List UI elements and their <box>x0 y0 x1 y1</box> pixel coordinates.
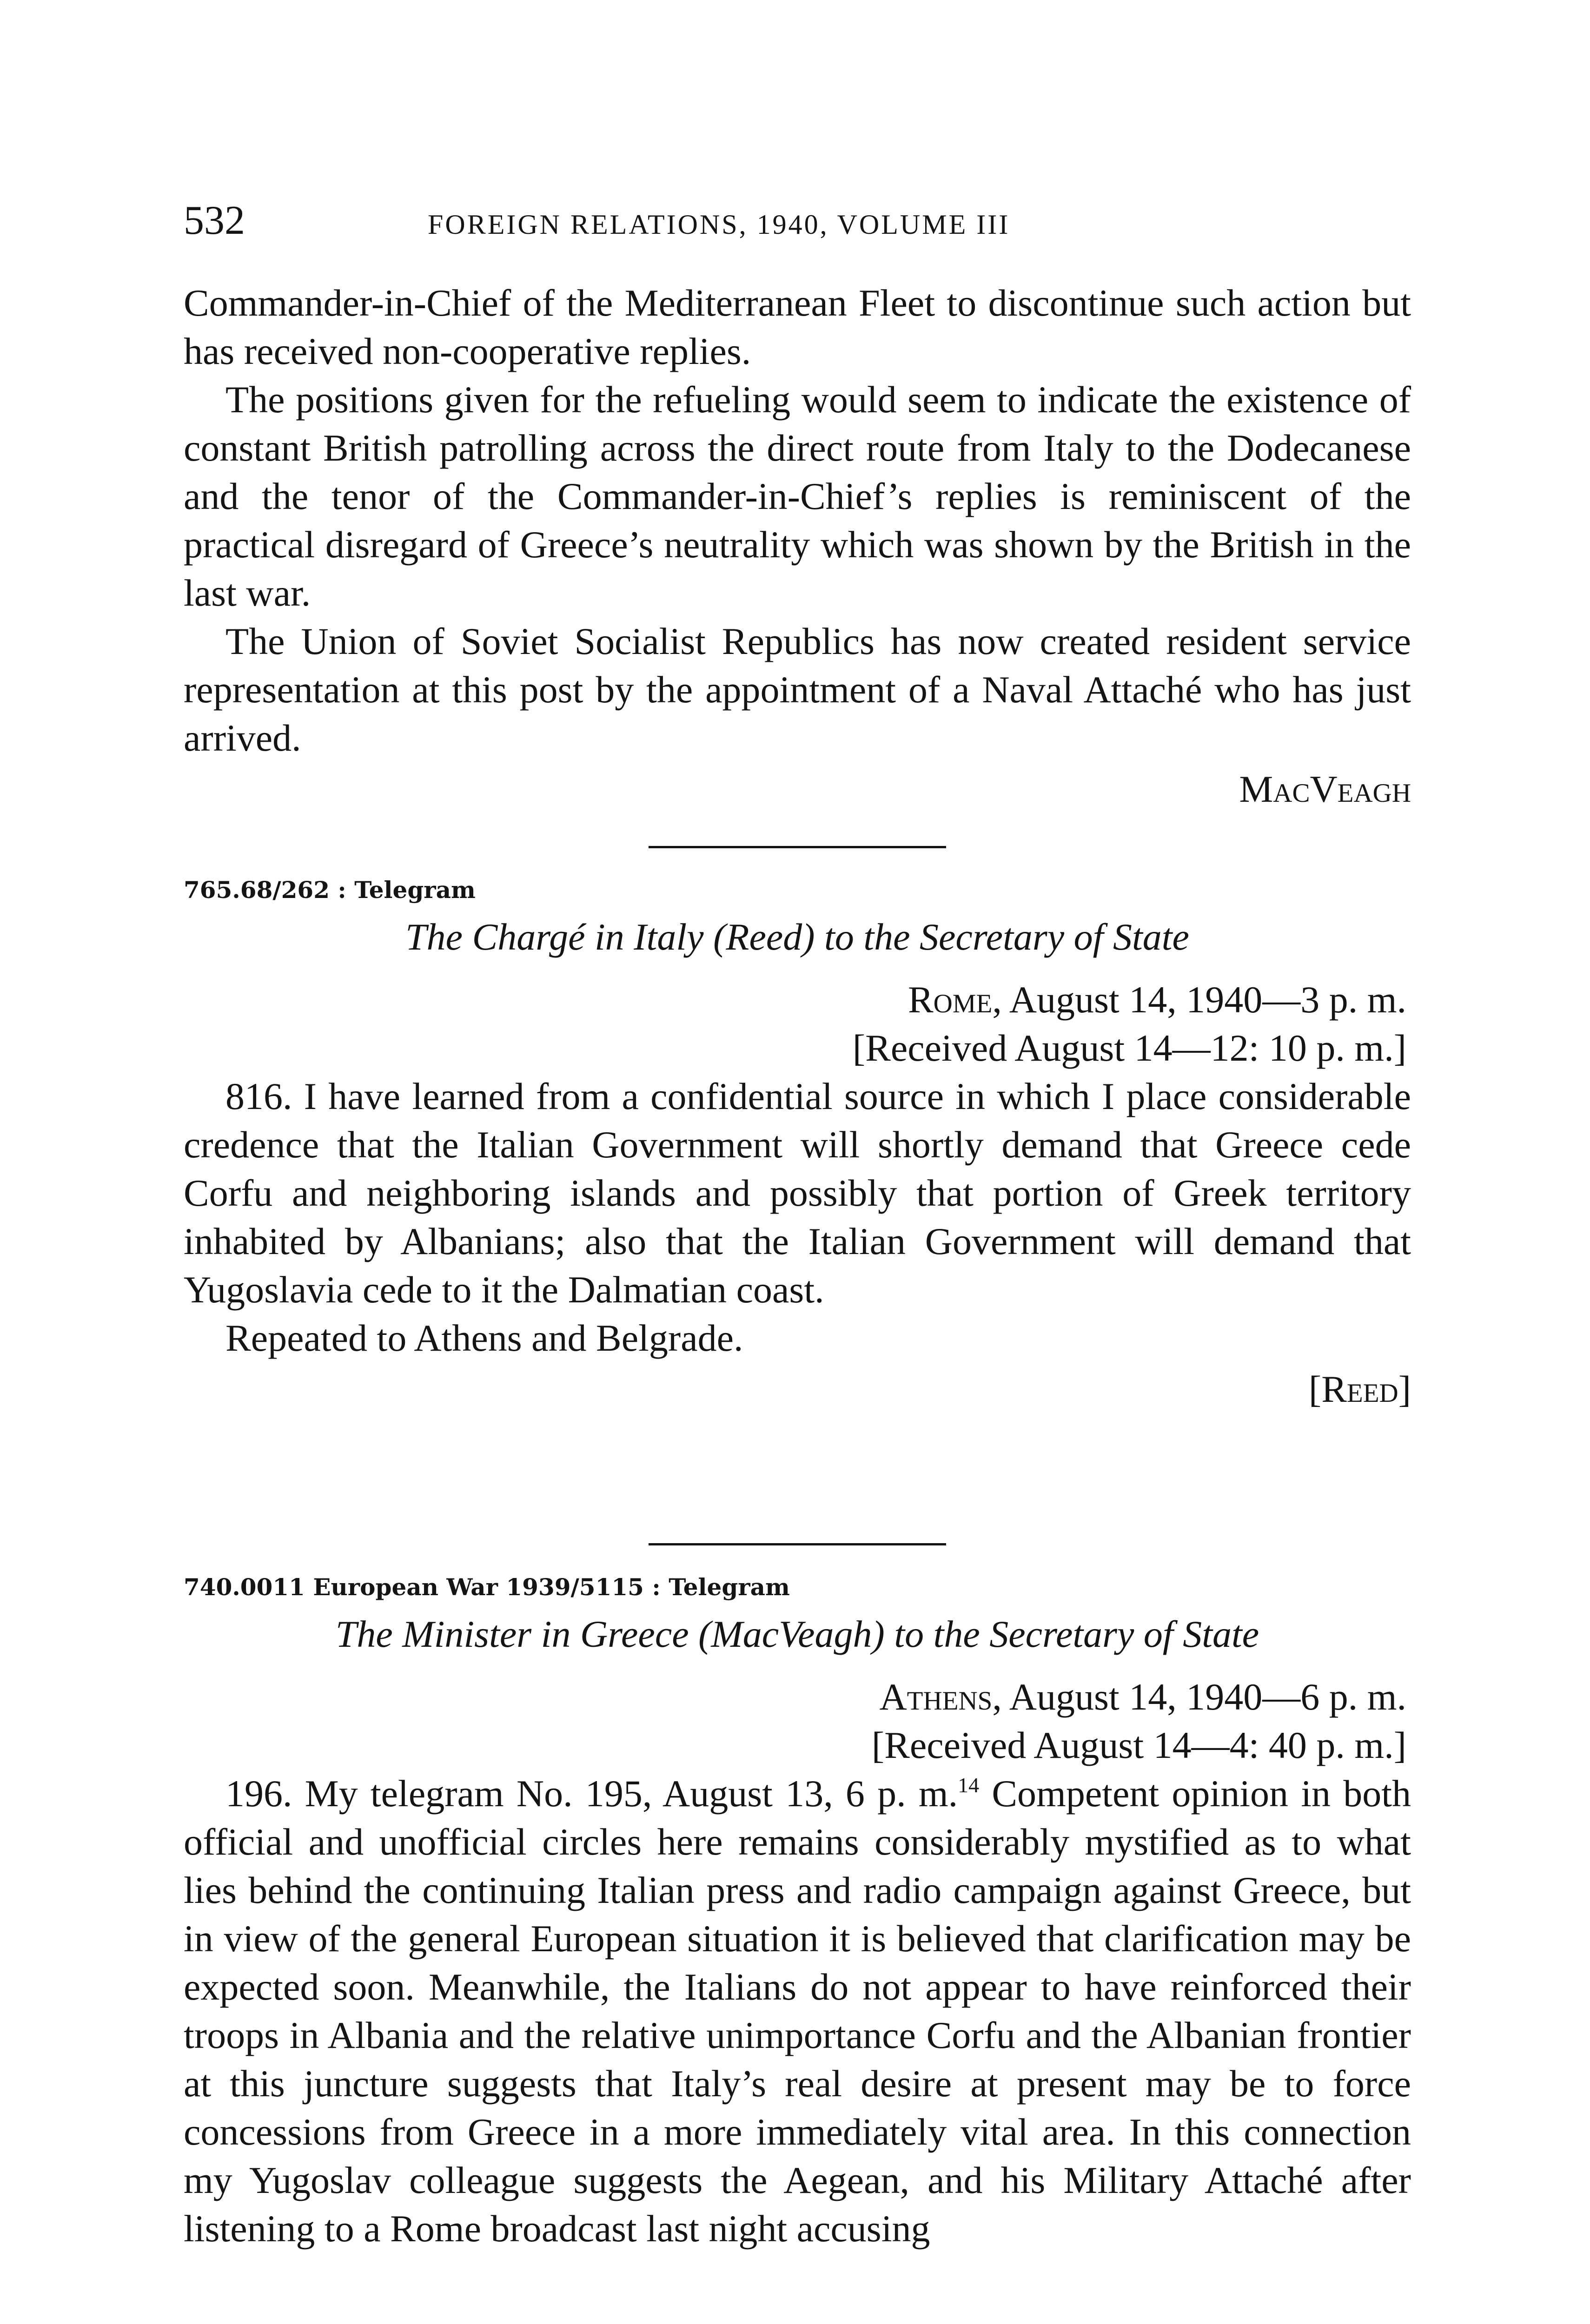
received-line: [Received August 14—4: 40 p. m.] <box>871 1724 1406 1766</box>
page-number: 532 <box>184 198 245 243</box>
dateline-place: Rome <box>908 978 993 1021</box>
dateline-date: , August 14, 1940—3 p. m. <box>992 978 1406 1021</box>
paragraph: Commander-in-Chief of the Mediterranean Fleet to discontinue such action but has received non-cooperative replies. <box>184 282 1411 372</box>
file-reference: 765.68/262 : Telegram <box>184 876 476 904</box>
footnote-reference: 14 <box>958 1773 980 1797</box>
document-title: The Chargé in Italy (Reed) to the Secretary of State <box>405 916 1189 958</box>
paragraph: Repeated to Athens and Belgrade. <box>225 1317 743 1359</box>
paragraph: 816. I have learned from a confidential source in which I place considerable credence that the Italian Government will shortly demand that Greece cede Corfu and neighboring islands and possibly that portion of Greek territory inhabited by Albanians; also that the Italian Government will demand that Yugoslavia cede to it the Dalmatian coast. <box>184 1075 1411 1311</box>
document-reed <box>184 846 1411 1413</box>
document-title: The Minister in Greece (MacVeagh) to the Secretary of State <box>335 1613 1259 1655</box>
paragraph-start: 196. My telegram No. 195, August 13, 6 p. m. <box>225 1772 958 1815</box>
paragraph: The positions given for the refueling would seem to indicate the existence of constant British patrolling across the direct route from Italy to the Dodecanese and the tenor of the Commander-in-Chief’s replies is reminiscent of the practical disregard of Greece’s neutrality which was shown by the British in the last war. <box>184 378 1411 614</box>
signature-reed: [Reed] <box>1308 1368 1411 1410</box>
paragraph-rest: Competent opinion in both official and unofficial circles here remains considerably mystified as to what lies behind the continuing Italian press and radio campaign against Greece, but in view of the general European situation it is believed that clarification may be expected soon. Meanwhile, the Italians do not appear to have reinforced their troops in Albania and the relative unimportance Corfu and the Albanian frontier at this juncture suggests that Italy’s real desire at present may be to force concessions from Greece in a more immediately vital area. In this connection my Yugoslav colleague suggests the Aegean, and his Military Attaché after listening to a Rome broadcast last night accusing <box>184 1772 1411 2250</box>
dateline-place: Athens <box>879 1676 993 1718</box>
section-divider <box>649 846 946 848</box>
paragraph <box>184 1769 1411 2253</box>
running-head: FOREIGN RELATIONS, 1940, VOLUME III <box>428 209 1010 240</box>
dateline-date: , August 14, 1940—6 p. m. <box>992 1676 1406 1718</box>
file-reference: 740.0011 European War 1939/5115 : Telegram <box>184 1573 790 1601</box>
document-macveagh <box>184 1543 1411 2253</box>
section-continuation <box>184 279 1411 813</box>
dateline <box>184 976 1411 1024</box>
page-header <box>184 195 1411 246</box>
paragraph: The Union of Soviet Socialist Republics has now created resident service representation at this post by the appointment of a Naval Attaché who has just arrived. <box>184 620 1411 759</box>
signature-macveagh: MacVeagh <box>1239 768 1411 810</box>
section-divider <box>649 1543 946 1545</box>
dateline <box>184 1673 1411 1721</box>
received-line: [Received August 14—12: 10 p. m.] <box>852 1027 1406 1069</box>
